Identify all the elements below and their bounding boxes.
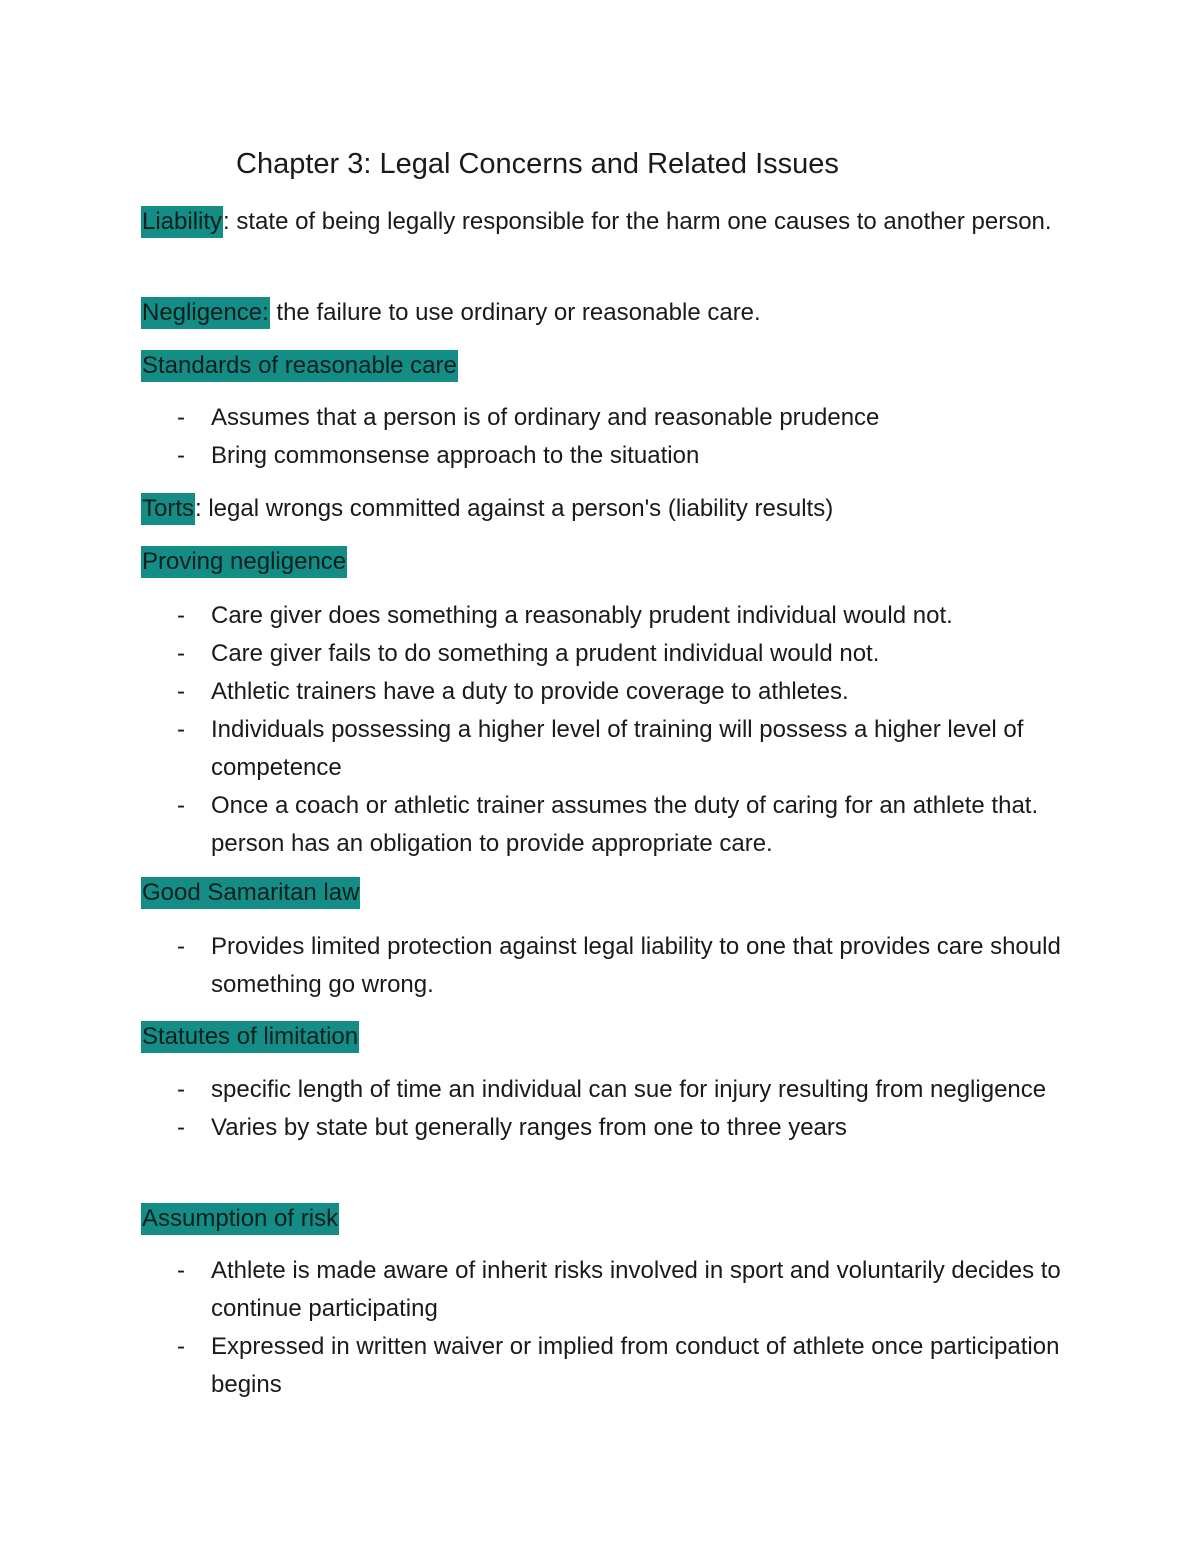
page-title: Chapter 3: Legal Concerns and Related Issues: [236, 148, 839, 180]
proving-heading-row: [141, 543, 347, 581]
bullet-dash: -: [177, 678, 185, 705]
torts-term: Torts: [141, 493, 195, 525]
statutes-heading: Statutes of limitation: [141, 1021, 359, 1053]
list-item: - Care giver does something a reasonably prudent individual would not.: [141, 597, 1071, 635]
standards-list: [141, 399, 1071, 475]
bullet-dash: -: [177, 933, 185, 960]
list-item: - Expressed in written waiver or implied from conduct of athlete once participation begins: [141, 1328, 1071, 1404]
bullet-dash: -: [177, 1257, 185, 1284]
negligence-paragraph: [141, 294, 1071, 332]
samaritan-heading-row: [141, 874, 360, 912]
proving-list: [141, 597, 1071, 863]
list-item: - Bring commonsense approach to the situation: [141, 437, 1071, 475]
bullet-dash: -: [177, 640, 185, 667]
list-item: - Individuals possessing a higher level of training will possess a higher level of competence: [141, 711, 1071, 787]
assumption-list: [141, 1252, 1071, 1404]
list-item: - Varies by state but generally ranges from one to three years: [141, 1109, 1071, 1147]
bullet-dash: -: [177, 716, 185, 743]
statutes-list: [141, 1071, 1071, 1147]
torts-definition: : legal wrongs committed against a person's (liability results): [195, 495, 834, 522]
bullet-dash: -: [177, 404, 185, 431]
bullet-dash: -: [177, 1333, 185, 1360]
standards-heading: Standards of reasonable care: [141, 350, 458, 382]
bullet-dash: -: [177, 1076, 185, 1103]
negligence-term: Negligence:: [141, 297, 270, 329]
list-item: - Provides limited protection against legal liability to one that provides care should something go wrong.: [141, 928, 1071, 1004]
list-item: - Assumes that a person is of ordinary and reasonable prudence: [141, 399, 1071, 437]
proving-heading: Proving negligence: [141, 546, 347, 578]
samaritan-list: [141, 928, 1071, 1004]
liability-definition: : state of being legally responsible for the harm one causes to another person.: [223, 208, 1052, 235]
bullet-dash: -: [177, 442, 185, 469]
list-item: - specific length of time an individual can sue for injury resulting from negligence: [141, 1071, 1071, 1109]
standards-heading-row: [141, 347, 458, 385]
list-item: - Care giver fails to do something a prudent individual would not.: [141, 635, 1071, 673]
statutes-heading-row: [141, 1018, 359, 1056]
assumption-heading-row: [141, 1200, 339, 1238]
bullet-dash: -: [177, 1114, 185, 1141]
liability-paragraph: [141, 203, 1071, 241]
list-item: - Athletic trainers have a duty to provide coverage to athletes.: [141, 673, 1071, 711]
bullet-dash: -: [177, 792, 185, 819]
negligence-definition: the failure to use ordinary or reasonable care.: [269, 299, 761, 326]
assumption-heading: Assumption of risk: [141, 1203, 339, 1235]
samaritan-heading: Good Samaritan law: [141, 877, 360, 909]
bullet-dash: -: [177, 602, 185, 629]
torts-paragraph: [141, 490, 1071, 528]
liability-term: Liability: [141, 206, 223, 238]
list-item: - Once a coach or athletic trainer assumes the duty of caring for an athlete that. person has an obligation to provide appropriate care.: [141, 787, 1071, 863]
list-item: - Athlete is made aware of inherit risks involved in sport and voluntarily decides to continue participating: [141, 1252, 1071, 1328]
